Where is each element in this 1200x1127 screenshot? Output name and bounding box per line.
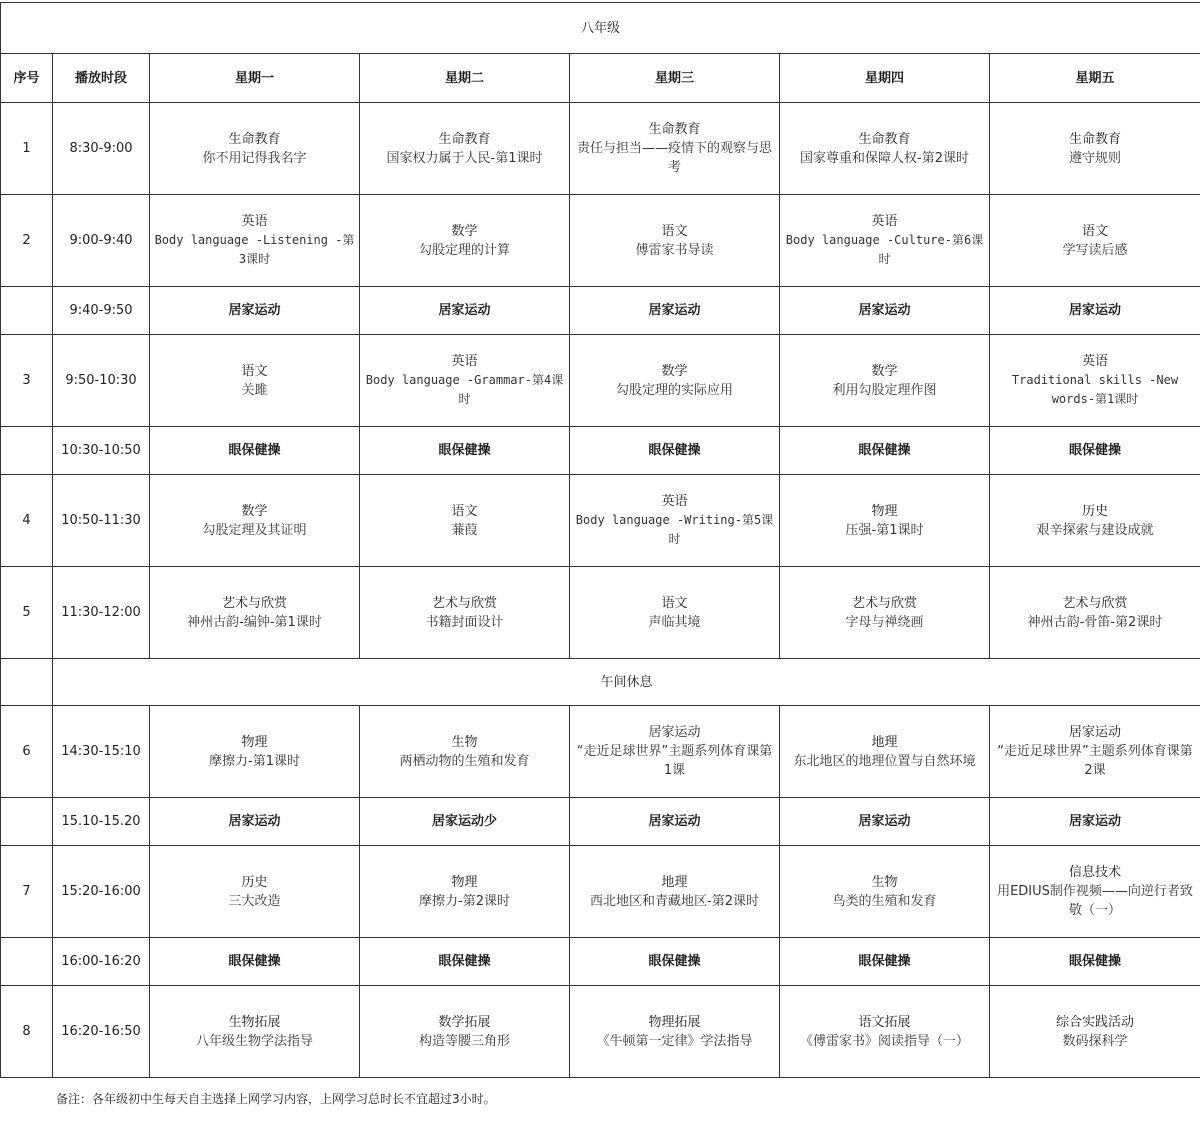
lesson-subject: 生命教育 [858,131,911,147]
lesson-subject: 语文拓展 [858,1014,911,1030]
time-slot: 9:40-9:50 [53,287,150,335]
lesson-topic: 责任与担当——疫情下的观察与思考 [576,141,772,175]
lesson-cell [360,706,570,798]
lesson-subject: 英语 [451,354,478,369]
lunch-break-row [1,659,1200,706]
time-slot: 11:30-12:00 [53,567,150,659]
time-slot: 15:20-16:00 [53,846,150,938]
lesson-cell [150,335,360,427]
activity-cell: 居家运动 [780,287,990,335]
lesson-subject: 物理拓展 [648,1014,701,1030]
lesson-cell [150,986,360,1078]
lesson-subject: 英语 [661,494,688,509]
lesson-cell [780,706,990,798]
lesson-topic: 用EDIUS制作视频——向逆行者致敬（一） [997,884,1193,918]
lesson-topic: 神州古韵-编钟-第1课时 [187,614,322,630]
activity-cell: 居家运动 [780,798,990,846]
lesson-cell [570,567,780,659]
activity-cell: 眼保健操 [360,427,570,475]
lesson-subject: 艺术与欣赏 [221,595,287,611]
break-row [1,798,1200,846]
lesson-subject: 数学 [871,363,898,379]
period-number [1,427,53,475]
lesson-cell [990,846,1200,938]
lesson-subject: 语文 [661,223,688,239]
lesson-topic: 书籍封面设计 [425,614,504,630]
lesson-subject: 语文 [661,595,688,611]
lesson-cell [150,195,360,287]
period-number: 8 [1,986,53,1078]
lesson-cell [570,846,780,938]
lesson-cell [150,846,360,938]
activity-cell: 眼保健操 [150,938,360,986]
schedule-table [0,2,1200,1078]
lesson-topic: “走近足球世界”主题系列体育课第1课 [576,744,773,778]
class-row [1,335,1200,427]
lesson-subject: 生物 [871,874,898,890]
activity-cell: 眼保健操 [780,938,990,986]
lunch-break-label: 午间休息 [53,659,1200,706]
lesson-subject: 艺术与欣赏 [431,595,497,611]
activity-cell: 眼保健操 [780,427,990,475]
lesson-topic: Body language -Culture-第6课时 [785,233,984,266]
lesson-subject: 生命教育 [648,122,701,137]
class-row [1,706,1200,798]
period-number: 2 [1,195,53,287]
class-row [1,986,1200,1078]
lesson-subject: 数学 [241,503,268,519]
lesson-cell [360,567,570,659]
time-slot: 10:30-10:50 [53,427,150,475]
lesson-cell [780,567,990,659]
class-row [1,195,1200,287]
lesson-subject: 数学 [661,363,688,379]
header-cell: 星期四 [780,54,990,103]
lesson-topic: 鸟类的生殖和发育 [832,893,937,909]
lesson-topic: 字母与禅绕画 [845,614,924,630]
lesson-topic: 国家权力属于人民-第1课时 [386,150,543,166]
lesson-cell [990,986,1200,1078]
lesson-cell [990,475,1200,567]
activity-cell: 居家运动少 [360,798,570,846]
lesson-cell [360,846,570,938]
empty-cell [1,659,53,706]
lesson-subject: 语文 [241,363,268,379]
lesson-topic: 勾股定理的计算 [418,242,510,258]
period-number: 6 [1,706,53,798]
lesson-subject: 艺术与欣赏 [851,595,917,611]
lesson-topic: 《牛顿第一定律》学法指导 [596,1033,753,1049]
lesson-topic: 《傅雷家书》阅读指导（一） [799,1033,969,1049]
activity-cell: 居家运动 [570,287,780,335]
lesson-cell [570,986,780,1078]
grade-title: 八年级 [1,3,1200,54]
lesson-subject: 居家运动 [648,725,701,740]
lesson-topic: 国家尊重和保障人权-第2课时 [800,150,969,166]
lesson-subject: 艺术与欣赏 [1062,595,1128,611]
lesson-subject: 英语 [241,214,268,229]
period-number: 5 [1,567,53,659]
lesson-topic: 摩擦力-第2课时 [419,893,510,909]
lesson-topic: 蒹葭 [451,522,478,538]
lesson-subject: 语文 [451,503,478,519]
header-row [1,54,1200,103]
footnote: 备注：各年级初中生每天自主选择上网学习内容，上网学习总时长不宜超过3小时。 [56,1092,496,1106]
lesson-cell [780,195,990,287]
lesson-topic: 你不用记得我名字 [202,150,307,166]
lesson-topic: Body language -Listening -第3课时 [154,233,355,266]
lesson-cell [150,567,360,659]
lesson-topic: “走近足球世界”主题系列体育课第2课 [997,744,1193,778]
lesson-subject: 生物 [451,734,478,750]
lesson-cell [990,335,1200,427]
lesson-cell [360,475,570,567]
lesson-subject: 信息技术 [1068,865,1121,880]
lesson-subject: 生命教育 [438,131,491,147]
lesson-subject: 综合实践活动 [1055,1014,1134,1030]
lesson-topic: 八年级生物学法指导 [195,1033,313,1049]
header-cell: 星期二 [360,54,570,103]
lesson-subject: 生命教育 [228,131,281,147]
lesson-topic: 东北地区的地理位置与自然环境 [793,753,976,769]
lesson-cell [780,103,990,195]
activity-cell: 眼保健操 [360,938,570,986]
lesson-topic: 勾股定理的实际应用 [615,382,733,398]
break-row [1,938,1200,986]
class-row [1,846,1200,938]
lesson-subject: 居家运动 [1068,725,1121,740]
class-row [1,567,1200,659]
header-cell: 星期一 [150,54,360,103]
lesson-topic: 数码探科学 [1062,1033,1128,1049]
time-slot: 9:50-10:30 [53,335,150,427]
lesson-topic: 构造等腰三角形 [418,1033,510,1049]
lesson-subject: 物理 [241,734,268,750]
lesson-cell [360,195,570,287]
lesson-topic: 利用勾股定理作图 [832,382,937,398]
lesson-topic: 三大改造 [228,893,281,909]
activity-cell: 居家运动 [570,798,780,846]
lesson-cell [360,986,570,1078]
lesson-subject: 英语 [871,214,898,229]
activity-cell: 居家运动 [990,798,1200,846]
time-slot: 15.10-15.20 [53,798,150,846]
time-slot: 8:30-9:00 [53,103,150,195]
lesson-topic: Traditional skills -New words-第1课时 [1011,373,1179,406]
lesson-topic: 神州古韵-骨笛-第2课时 [1027,614,1163,630]
lesson-cell [150,103,360,195]
time-slot: 10:50-11:30 [53,475,150,567]
time-slot: 16:00-16:20 [53,938,150,986]
period-number: 3 [1,335,53,427]
activity-cell: 居家运动 [990,287,1200,335]
lesson-cell [990,567,1200,659]
header-cell: 星期三 [570,54,780,103]
lesson-topic: 遵守规则 [1068,150,1121,166]
lesson-topic: 压强-第1课时 [845,522,924,538]
period-number: 7 [1,846,53,938]
lesson-topic: 关雎 [241,382,268,398]
class-row [1,103,1200,195]
lesson-subject: 地理 [661,874,688,890]
lesson-cell [780,846,990,938]
lesson-cell [360,103,570,195]
lesson-topic: 声临其境 [648,614,701,630]
break-row [1,427,1200,475]
lesson-cell [570,335,780,427]
lesson-subject: 数学 [451,223,478,239]
header-cell: 播放时段 [53,54,150,103]
lesson-subject: 英语 [1081,354,1108,369]
title-row [1,3,1200,54]
class-row [1,475,1200,567]
lesson-topic: 两栖动物的生殖和发育 [399,753,530,769]
lesson-cell [150,706,360,798]
period-number [1,798,53,846]
lesson-subject: 生物拓展 [228,1014,281,1030]
lesson-subject: 生命教育 [1068,131,1121,147]
lesson-cell [780,986,990,1078]
lesson-topic: 傅雷家书导读 [635,242,714,258]
lesson-cell [150,475,360,567]
lesson-topic: Body language -Grammar-第4课时 [365,373,564,406]
lesson-cell [570,103,780,195]
time-slot: 9:00-9:40 [53,195,150,287]
period-number [1,287,53,335]
activity-cell: 眼保健操 [570,938,780,986]
lesson-topic: 摩擦力-第1课时 [209,753,300,769]
lesson-cell [780,475,990,567]
lesson-cell [990,195,1200,287]
lesson-cell [780,335,990,427]
lesson-cell [570,706,780,798]
lesson-subject: 历史 [1081,503,1108,519]
period-number: 4 [1,475,53,567]
header-cell: 序号 [1,54,53,103]
lesson-topic: 西北地区和青藏地区-第2课时 [590,893,759,909]
lesson-cell [990,103,1200,195]
activity-cell: 居家运动 [360,287,570,335]
lesson-cell [570,195,780,287]
period-number [1,938,53,986]
lesson-subject: 数学拓展 [438,1014,491,1030]
lesson-subject: 历史 [241,874,268,890]
lesson-subject: 物理 [871,503,898,519]
lesson-cell [990,706,1200,798]
time-slot: 14:30-15:10 [53,706,150,798]
header-cell: 星期五 [990,54,1200,103]
lesson-topic: 艰辛探索与建设成就 [1036,522,1154,538]
time-slot: 16:20-16:50 [53,986,150,1078]
period-number: 1 [1,103,53,195]
break-row [1,287,1200,335]
lesson-subject: 地理 [871,734,898,750]
activity-cell: 眼保健操 [990,427,1200,475]
lesson-subject: 物理 [451,874,478,890]
lesson-topic: 学写读后感 [1062,242,1128,258]
activity-cell: 居家运动 [150,798,360,846]
activity-cell: 眼保健操 [570,427,780,475]
lesson-cell [360,335,570,427]
lesson-cell [570,475,780,567]
activity-cell: 眼保健操 [990,938,1200,986]
activity-cell: 眼保健操 [150,427,360,475]
lesson-topic: 勾股定理及其证明 [202,522,307,538]
lesson-topic: Body language -Writing-第5课时 [575,513,774,546]
lesson-subject: 语文 [1081,223,1108,239]
activity-cell: 居家运动 [150,287,360,335]
